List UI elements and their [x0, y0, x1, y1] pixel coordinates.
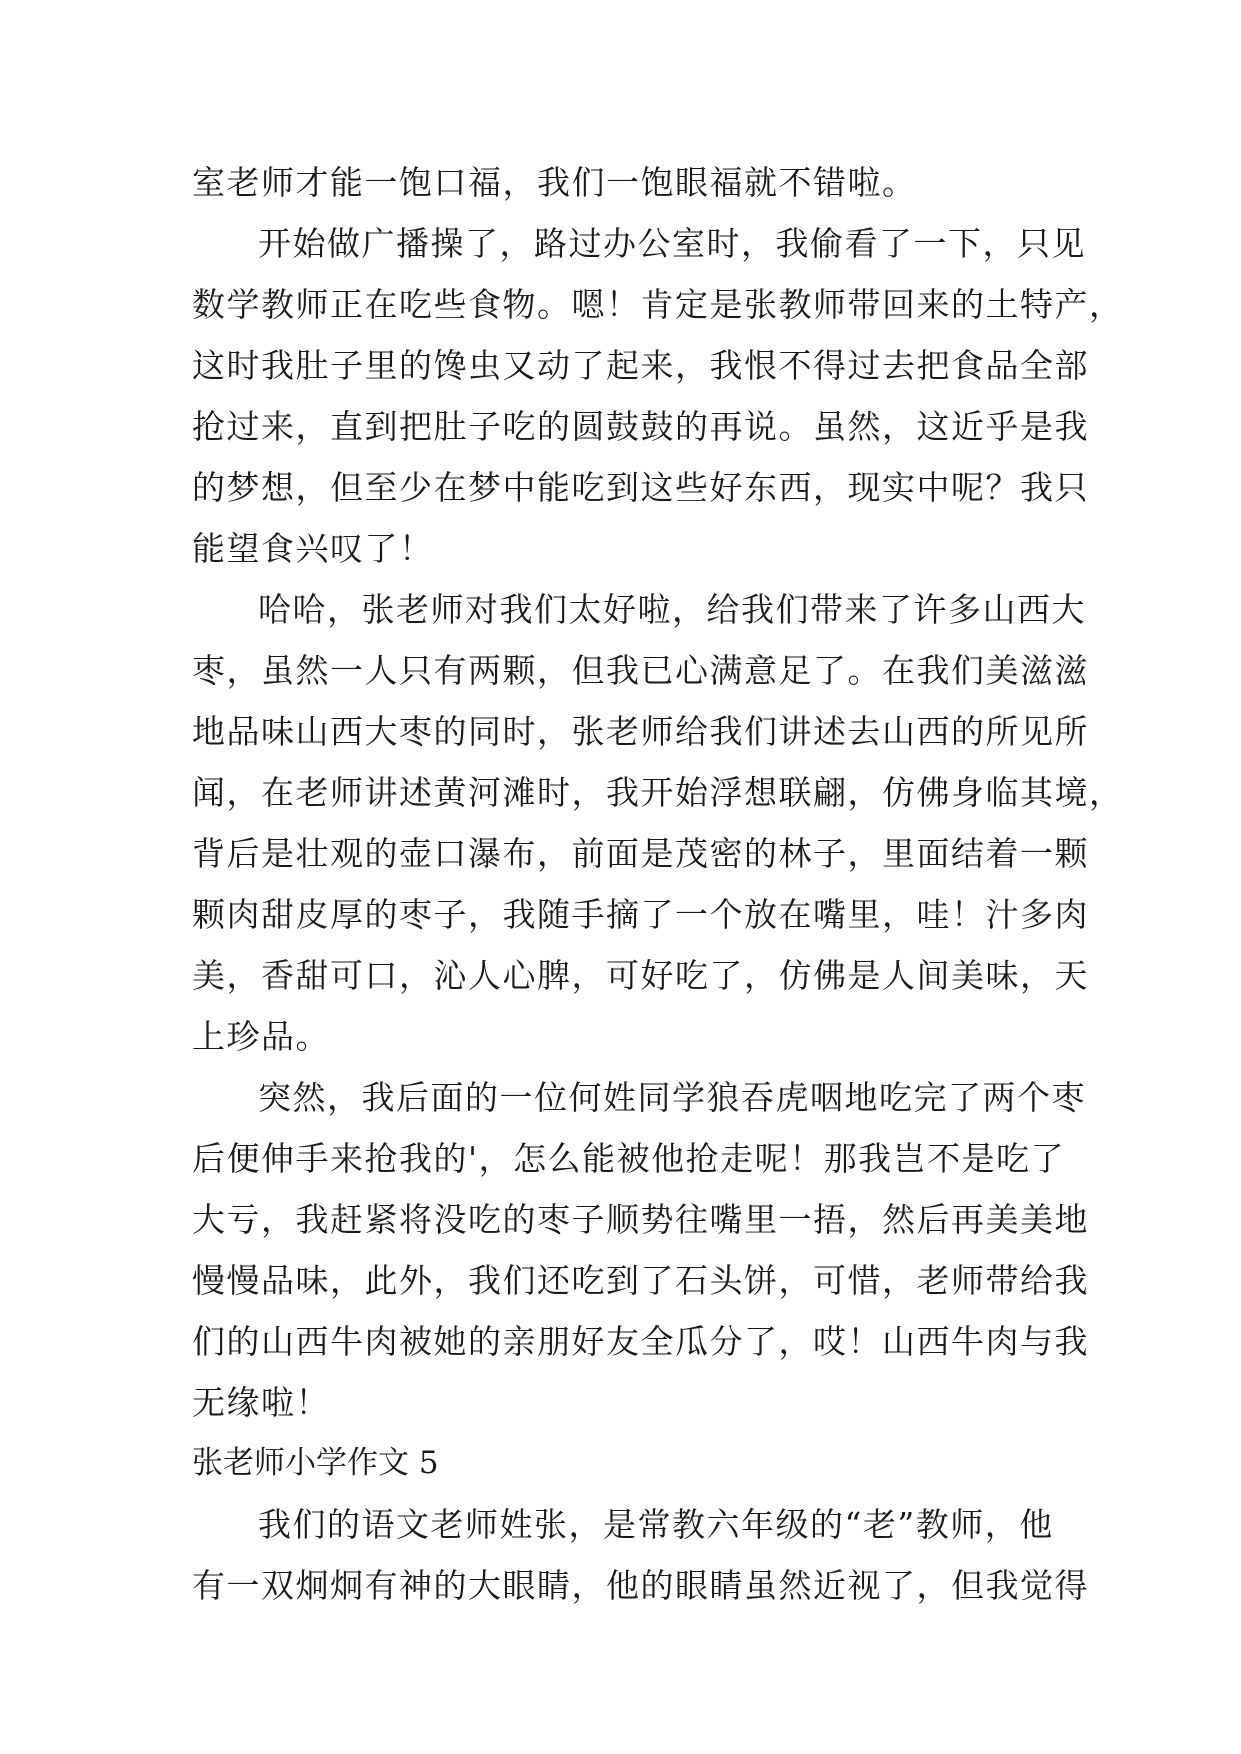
text-line: 无缘啦！ — [192, 1383, 330, 1422]
body-text — [192, 152, 1124, 1616]
paragraph-first-line: 突然，我后面的一位何姓同学狼吞虎咽地吃完了两个枣 — [258, 1078, 1086, 1117]
text-line: 这时我肚子里的馋虫又动了起来，我恨不得过去把食品全部 — [192, 346, 1089, 385]
text-line: 地品味山西大枣的同时，张老师给我们讲述去山西的所见所 — [192, 712, 1089, 751]
text-line: 能望食兴叹了！ — [192, 529, 434, 568]
text-line: 的梦想，但至少在梦中能吃到这些好东西，现实中呢？我只 — [192, 468, 1089, 507]
text-line: 大亏，我赶紧将没吃的枣子顺势往嘴里一捂，然后再美美地 — [192, 1200, 1089, 1239]
text-line: 抢过来，直到把肚子吃的圆鼓鼓的再说。虽然，这近乎是我 — [192, 407, 1089, 446]
text-line: 枣，虽然一人只有两颗，但我已心满意足了。在我们美滋滋 — [192, 651, 1089, 690]
paragraph-first-line: 我们的语文老师姓张，是常教六年级的“老”教师，他 — [258, 1505, 1054, 1544]
text-line: 慢慢品味，此外，我们还吃到了石头饼，可惜，老师带给我 — [192, 1261, 1089, 1300]
text-line: 们的山西牛肉被她的亲朋好友全瓜分了，哎！山西牛肉与我 — [192, 1322, 1089, 1361]
text-line: 后便伸手来抢我的'，怎么能被他抢走呢！那我岂不是吃了 — [192, 1139, 1066, 1178]
section-heading: 张老师小学作文 5 — [192, 1445, 439, 1481]
text-line: 背后是壮观的壶口瀑布，前面是茂密的林子，里面结着一颗 — [192, 834, 1089, 873]
paragraph-first-line: 哈哈，张老师对我们太好啦，给我们带来了许多山西大 — [258, 590, 1086, 629]
text-line: 室老师才能一饱口福，我们一饱眼福就不错啦。 — [192, 163, 917, 202]
text-line: 有一双炯炯有神的大眼睛，他的眼睛虽然近视了，但我觉得 — [192, 1566, 1089, 1605]
paragraph-first-line: 开始做广播操了，路过办公室时，我偷看了一下，只见 — [258, 224, 1086, 263]
text-line: 数学教师正在吃些食物。嗯！肯定是张教师带回来的土特产， — [192, 285, 1124, 324]
text-line: 颗肉甜皮厚的枣子，我随手摘了一个放在嘴里，哇！汁多肉 — [192, 895, 1089, 934]
text-line: 上珍品。 — [192, 1017, 330, 1056]
text-line: 美，香甜可口，沁人心脾，可好吃了，仿佛是人间美味，天 — [192, 956, 1089, 995]
text-line: 闻，在老师讲述黄河滩时，我开始浮想联翩，仿佛身临其境， — [192, 773, 1124, 812]
